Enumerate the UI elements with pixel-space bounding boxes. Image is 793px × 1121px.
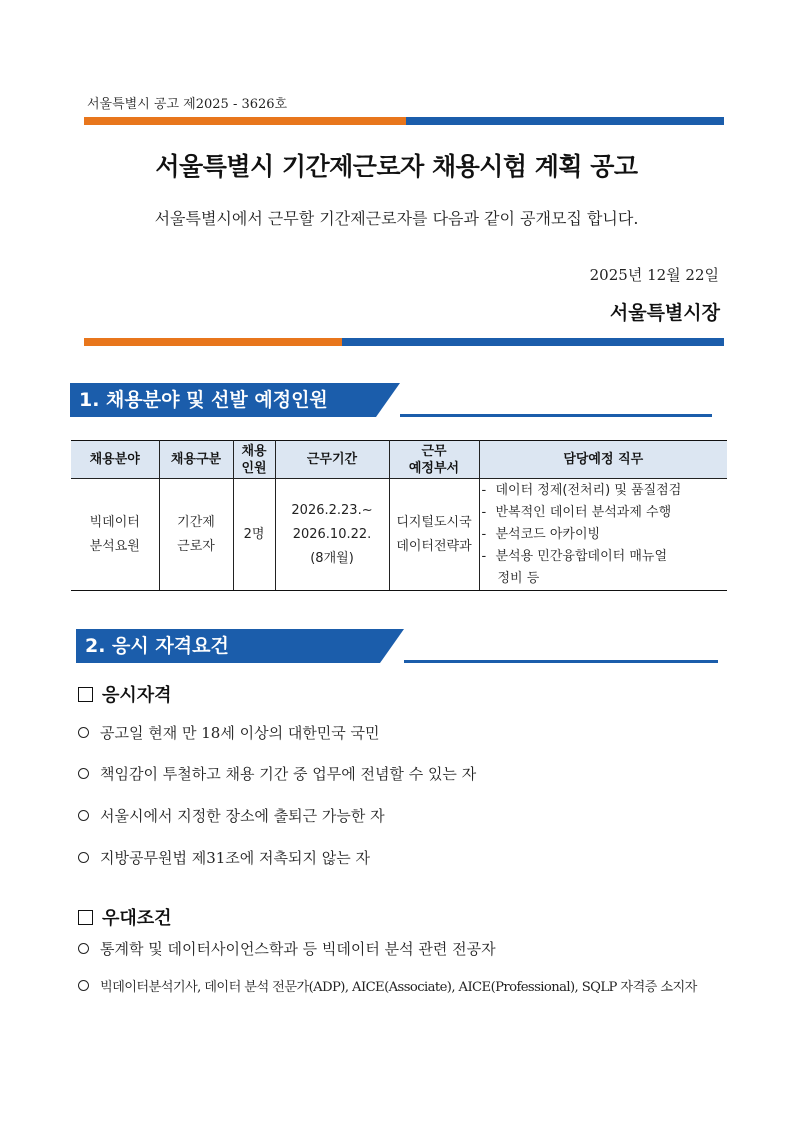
circle-bullet-icon bbox=[78, 943, 89, 954]
duty-item: - 분석용 민간융합데이터 매뉴얼 bbox=[481, 548, 668, 564]
col-header: 담당예정 직무 bbox=[479, 441, 727, 479]
cell-field: 빅데이터 분석요원 bbox=[71, 479, 159, 591]
header-bottom-divider-bar bbox=[84, 338, 724, 346]
square-bullet-icon bbox=[78, 687, 93, 702]
circle-bullet-icon bbox=[78, 727, 89, 738]
circle-bullet-icon bbox=[78, 768, 89, 779]
square-bullet-icon bbox=[78, 910, 93, 925]
qualifications-heading: 응시자격 bbox=[78, 681, 172, 707]
preference-item: 통계학 및 데이터사이언스학과 등 빅데이터 분석 관련 전공자 bbox=[78, 938, 496, 959]
cell-period: 2026.2.23.~ 2026.10.22. (8개월) bbox=[275, 479, 389, 591]
cell-count: 2명 bbox=[233, 479, 275, 591]
notice-number: 서울특별시 공고 제2025 - 3626호 bbox=[87, 97, 288, 112]
recruitment-table bbox=[71, 440, 727, 591]
duty-item: - 반복적인 데이터 분석과제 수행 bbox=[481, 504, 672, 520]
col-header: 채용구분 bbox=[159, 441, 233, 479]
circle-bullet-icon bbox=[78, 980, 89, 991]
page-title: 서울특별시 기간제근로자 채용시험 계획 공고 bbox=[155, 152, 638, 181]
table-header-row bbox=[71, 441, 727, 479]
col-header: 근무기간 bbox=[275, 441, 389, 479]
cell-duties bbox=[479, 479, 727, 591]
qualification-item: 책임감이 투철하고 채용 기간 중 업무에 전념할 수 있는 자 bbox=[78, 763, 476, 784]
preferences-heading: 우대조건 bbox=[78, 904, 172, 930]
section-2-title: 2. 응시 자격요건 bbox=[76, 629, 380, 663]
duty-item: - 데이터 정제(전처리) 및 품질점검 bbox=[481, 482, 682, 498]
cell-type: 기간제 근로자 bbox=[159, 479, 233, 591]
circle-bullet-icon bbox=[78, 852, 89, 863]
signer: 서울특별시장 bbox=[609, 302, 720, 324]
circle-bullet-icon bbox=[78, 810, 89, 821]
duty-item: - 분석코드 아카이빙 bbox=[481, 526, 601, 542]
preference-item: 빅데이터분석기사, 데이터 분석 전문가(ADP), AICE(Associate), AICE(Professional), SQLP 자격증 소지자 bbox=[78, 976, 697, 995]
notice-date: 2025년 12월 22일 bbox=[589, 266, 719, 284]
col-header: 채용분야 bbox=[71, 441, 159, 479]
page-subtitle: 서울특별시에서 근무할 기간제근로자를 다음과 같이 공개모집 합니다. bbox=[154, 209, 639, 228]
section-1-title: 1. 채용분야 및 선발 예정인원 bbox=[70, 383, 376, 417]
qualification-item: 서울시에서 지정한 장소에 출퇴근 가능한 자 bbox=[78, 805, 385, 826]
section-2-header bbox=[76, 629, 718, 663]
duty-item-continuation: 정비 등 bbox=[497, 570, 540, 586]
cell-department: 디지털도시국 데이터전략과 bbox=[389, 479, 479, 591]
table-row bbox=[71, 479, 727, 591]
qualification-item: 지방공무원법 제31조에 저촉되지 않는 자 bbox=[78, 847, 370, 868]
top-divider-bar bbox=[84, 117, 724, 125]
qualification-item: 공고일 현재 만 18세 이상의 대한민국 국민 bbox=[78, 722, 380, 743]
col-header: 근무 예정부서 bbox=[389, 441, 479, 479]
section-1-header bbox=[70, 383, 712, 417]
col-header: 채용 인원 bbox=[233, 441, 275, 479]
